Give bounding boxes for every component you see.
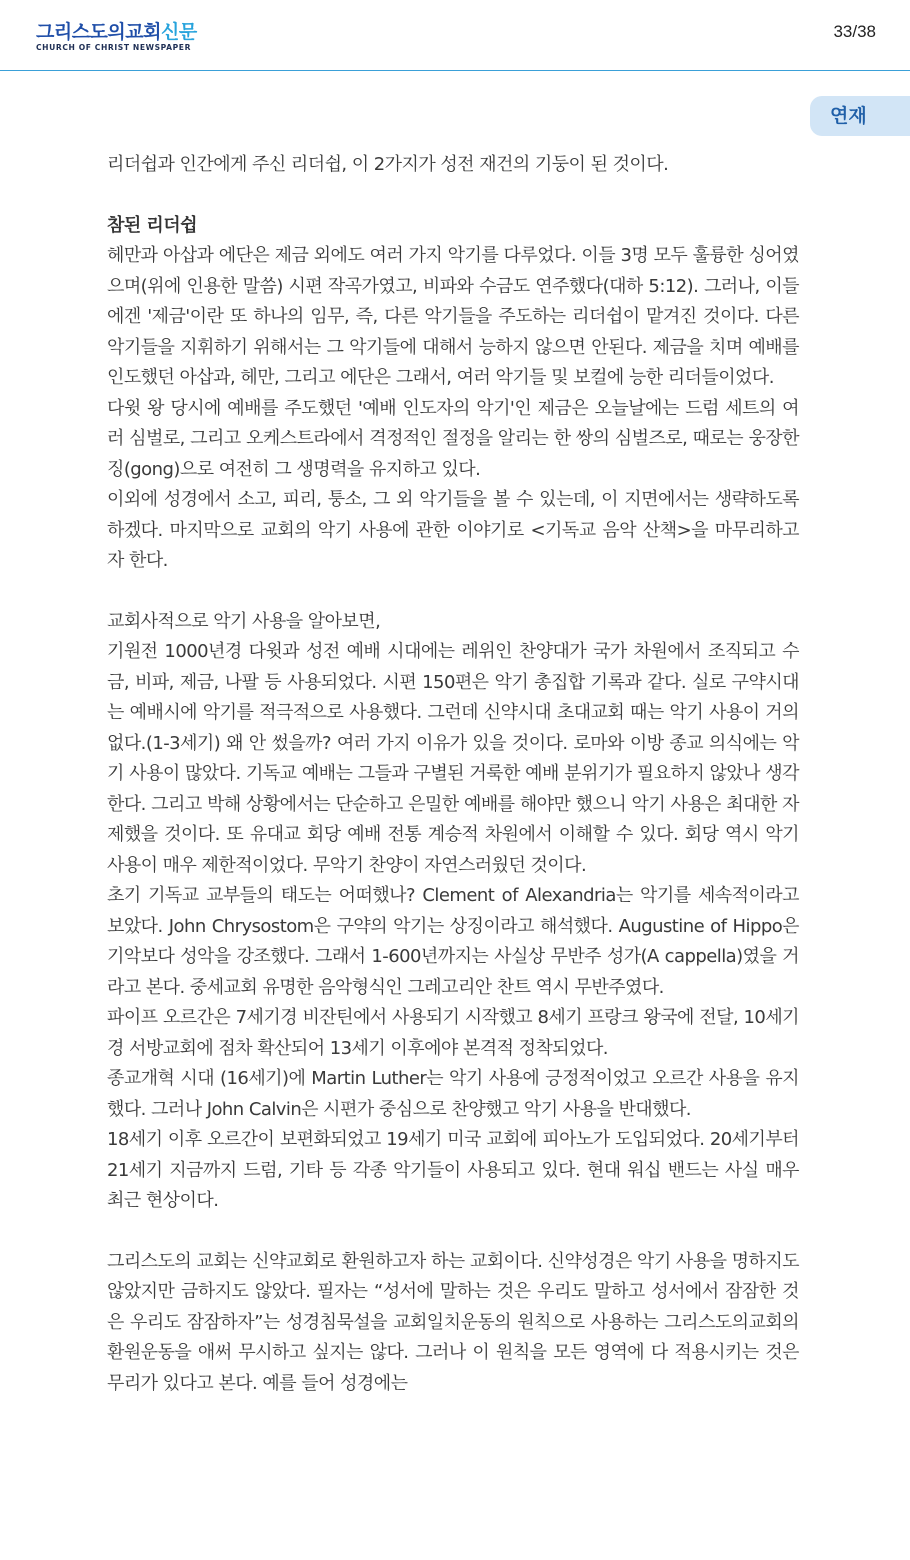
paragraph: 이외에 성경에서 소고, 피리, 퉁소, 그 외 악기들을 볼 수 있는데, 이 지면에서는 생략하도록 하겠다. 마지막으로 교회의 악기 사용에 관한 이야기로 <기독교 음악 산책>을 마무리하고자 한다. xyxy=(107,489,799,571)
logo-title xyxy=(36,22,197,42)
section-tag: 연재 xyxy=(810,96,910,136)
paragraph: 그리스도의 교회는 신약교회로 환원하고자 하는 교회이다. 신약성경은 악기 사용을 명하지도 않았지만 금하지도 않았다. 필자는 “성서에 말하는 것은 우리도 말하고 성서에서 잠잠한 것은 우리도 잠잠하자”는 성경침묵설을 교회일치운동의 원칙으로 사용하는 그리스도의교회의 환원운동을 애써 무시하고 싶지는 않다. 그러나 이 원칙을 모든 영역에 다 적용시키는 것은 무리가 있다고 본다. 예를 들어 성경에는 xyxy=(107,1250,799,1394)
logo-title-accent: 신문 xyxy=(160,21,197,43)
newspaper-logo xyxy=(36,22,197,53)
page-header xyxy=(0,0,910,71)
paragraph: 교회사적으로 악기 사용을 알아보면, xyxy=(107,610,381,632)
page-number: 33/38 xyxy=(833,22,876,41)
paragraph: 다윗 왕 당시에 예배를 주도했던 '예배 인도자의 악기'인 제금은 오늘날에는 드럼 세트의 여러 심벌로, 그리고 오케스트라에서 격정적인 절정을 알리는 한 쌍의 심벌즈로, 때로는 웅장한 징(gong)으로 여전히 그 생명력을 유지하고 있다. xyxy=(107,397,799,480)
paragraph: 초기 기독교 교부들의 태도는 어떠했나? Clement of Alexandria는 악기를 세속적이라고 보았다. John Chrysostom은 구약의 악기는 상징이라고 해석했다. Augustine of Hippo은 기악보다 성악을 강조했다. 그래서 1-600년까지는 사실상 무반주 성가(A cappella)였을 거라고 본다. 중세교회 유명한 음악형식인 그레고리안 찬트 역시 무반주였다. xyxy=(107,885,799,998)
paragraph: 18세기 이후 오르간이 보편화되었고 19세기 미국 교회에 피아노가 도입되었다. 20세기부터 21세기 지금까지 드럼, 기타 등 각종 악기들이 사용되고 있다. 현대 워십 밴드는 사실 매우 최근 현상이다. xyxy=(107,1129,799,1211)
intro-paragraph: 리더쉽과 인간에게 주신 리더쉽, 이 2가지가 성전 재건의 기둥이 된 것이다. xyxy=(107,154,669,175)
section-heading: 참된 리더쉽 xyxy=(107,214,197,236)
paragraph: 종교개혁 시대 (16세기)에 Martin Luther는 악기 사용에 긍정적이었고 오르간 사용을 유지했다. 그러나 John Calvin은 시편가 중심으로 찬양했고 악기 사용을 반대했다. xyxy=(107,1068,799,1120)
paragraph: 파이프 오르간은 7세기경 비잔틴에서 사용되기 시작했고 8세기 프랑크 왕국에 전달, 10세기경 서방교회에 점차 확산되어 13세기 이후에야 본격적 정착되었다. xyxy=(107,1007,799,1059)
paragraph-gap xyxy=(107,577,799,607)
paragraph-gap xyxy=(107,1217,799,1247)
paragraph: 기원전 1000년경 다윗과 성전 예배 시대에는 레위인 찬양대가 국가 차원에서 조직되고 수금, 비파, 제금, 나팔 등 사용되었다. 시편 150편은 악기 총집합 기록과 같다. 실로 구약시대는 예배시에 악기를 적극적으로 사용했다. 그런데 신약시대 초대교회 때는 악기 사용이 거의 없다.(1-3세기) 왜 안 썼을까? 여러 가지 이유가 있을 것이다. 로마와 이방 종교 의식에는 악기 사용이 많았다. 기독교 예배는 그들과 구별된 거룩한 예배 분위기가 필요하지 않았나 생각한다. 그리고 박해 상황에서는 단순하고 은밀한 예배를 해야만 했으니 악기 사용은 최대한 자제했을 것이다. 또 유대교 회당 예배 전통 계승적 차원에서 이해할 수 있다. 회당 역시 악기 사용이 매우 제한적이었다. 무악기 찬양이 자연스러웠던 것이다. xyxy=(107,641,799,876)
paragraph: 헤만과 아삽과 에단은 제금 외에도 여러 가지 악기를 다루었다. 이들 3명 모두 훌륭한 싱어였으며(위에 인용한 말씀) 시편 작곡가였고, 비파와 수금도 연주했다(대하 5:12). 그러나, 이들에겐 '제금'이란 또 하나의 임무, 즉, 다른 악기들을 주도하는 리더쉽이 맡겨진 것이다. 다른 악기들을 지휘하기 위해서는 그 악기들에 대해서 능하지 않으면 안된다. 제금을 치며 예배를 인도했던 아삽과, 헤만, 그리고 에단은 그래서, 여러 악기들 및 보컬에 능한 리더들이었다. xyxy=(107,245,799,388)
article-body xyxy=(107,150,799,1399)
logo-subtitle: CHURCH OF CHRIST NEWSPAPER xyxy=(36,43,192,52)
paragraph-gap xyxy=(107,181,799,211)
logo-title-main: 그리스도의교회 xyxy=(36,21,161,43)
